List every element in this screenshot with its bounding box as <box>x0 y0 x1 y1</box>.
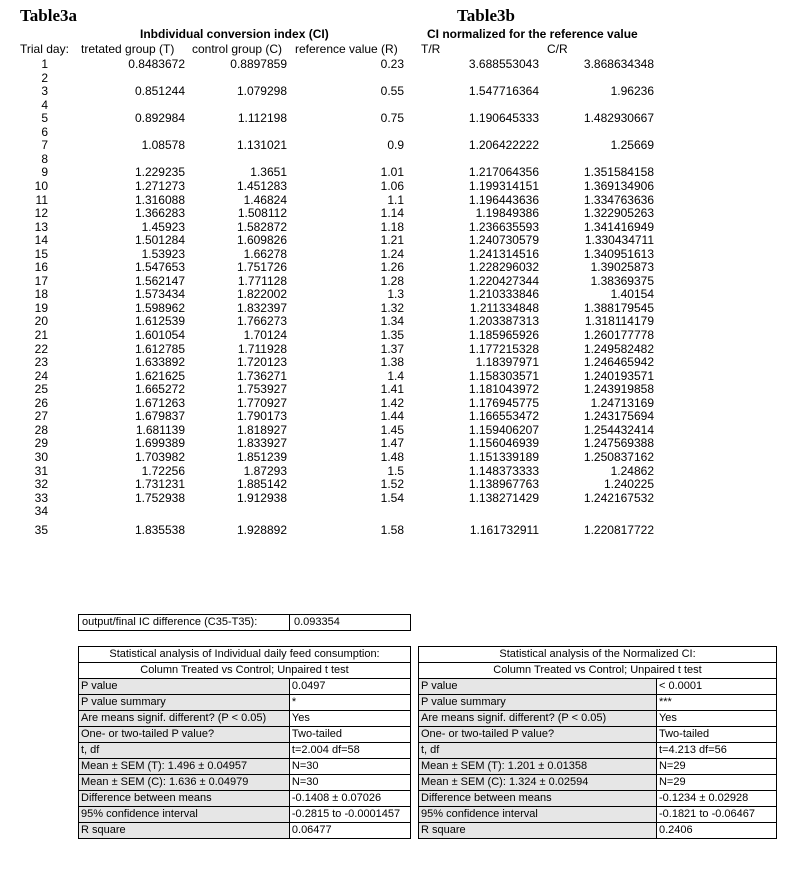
cell-cr-value: 1.254432414 <box>583 422 654 437</box>
cell-day: 18 <box>34 287 48 302</box>
cell-day: 21 <box>34 328 48 342</box>
cell-reference-value: 1.21 <box>380 233 404 248</box>
stats-row <box>419 823 777 839</box>
cell-treated-value: 1.72256 <box>141 463 185 478</box>
cell-treated-value: 1.547653 <box>134 260 185 275</box>
cell-tr-value: 1.138967763 <box>468 477 539 492</box>
cell-reference-value: 0.23 <box>380 57 404 71</box>
cell-control-value: 1.3651 <box>250 165 287 180</box>
cell-day: 9 <box>41 165 48 180</box>
cell-day: 14 <box>34 233 48 248</box>
cell-day: 6 <box>41 124 48 139</box>
stats-label: 95% confidence interval <box>419 807 657 823</box>
cell-day: 12 <box>34 206 48 221</box>
stats-row <box>419 727 777 743</box>
cell-cr-value: 1.249582482 <box>583 341 654 356</box>
cell-cr-value: 1.220817722 <box>583 522 654 537</box>
cell-reference-value: 1.28 <box>380 273 404 288</box>
stats-row <box>419 759 777 775</box>
stats-row <box>79 823 411 839</box>
cell-control-value: 1.851239 <box>236 449 287 464</box>
stats-value: t=2.004 df=58 <box>289 743 410 759</box>
cell-tr-value: 1.206422222 <box>468 138 539 153</box>
stats-label: R square <box>79 823 290 839</box>
cell-control-value: 1.508112 <box>237 206 287 221</box>
cell-day: 20 <box>34 314 48 329</box>
col-header-control: control group (C) <box>192 42 283 56</box>
stats-row <box>419 807 777 823</box>
cell-treated-value: 1.08578 <box>141 138 185 153</box>
cell-treated-value: 1.45923 <box>141 219 185 234</box>
stats-row <box>79 695 411 711</box>
cell-treated-value: 1.665272 <box>134 382 185 397</box>
stats-left-table <box>78 646 411 839</box>
stats-label: One- or two-tailed P value? <box>419 727 657 743</box>
stats-label: Difference between means <box>419 791 657 807</box>
stats-row <box>79 791 411 807</box>
cell-control-value: 1.822002 <box>236 287 287 302</box>
cell-control-value: 1.790173 <box>236 409 287 424</box>
cell-treated-value: 1.621625 <box>134 368 185 383</box>
cell-cr-value: 1.341416949 <box>583 219 654 234</box>
stats-label: Are means signif. different? (P < 0.05) <box>79 711 290 727</box>
cell-day: 35 <box>34 522 48 537</box>
cell-control-value: 1.885142 <box>236 477 287 492</box>
cell-tr-value: 1.547716364 <box>468 84 539 99</box>
stats-row <box>419 743 777 759</box>
cell-treated-value: 1.573434 <box>134 287 185 302</box>
cell-tr-value: 1.217064356 <box>468 165 539 180</box>
cell-control-value: 1.609826 <box>236 233 287 248</box>
stats-label: P value summary <box>79 695 290 711</box>
cell-tr-value: 1.199314151 <box>468 178 539 193</box>
cell-treated-value: 1.681139 <box>135 422 185 437</box>
cell-tr-value: 1.203387313 <box>468 314 539 329</box>
cell-treated-value: 0.892984 <box>134 111 185 126</box>
table3a-title: Table3a <box>20 6 78 25</box>
cell-tr-value: 1.151339189 <box>468 449 539 464</box>
cell-reference-value: 1.38 <box>380 355 404 370</box>
cell-day: 1 <box>41 57 48 71</box>
cell-control-value: 1.582872 <box>236 219 287 234</box>
stats-label: P value summary <box>419 695 657 711</box>
cell-treated-value: 1.53923 <box>141 246 185 261</box>
cell-reference-value: 1.06 <box>380 178 404 193</box>
stats-row <box>79 727 411 743</box>
cell-reference-value: 1.18 <box>380 219 404 234</box>
cell-day: 23 <box>34 355 48 370</box>
stats-label: Are means signif. different? (P < 0.05) <box>419 711 657 727</box>
cell-day: 28 <box>34 422 48 437</box>
cell-cr-value: 1.240225 <box>603 477 654 492</box>
stats-right-subtitle: Column Treated vs Control; Unpaired t test <box>419 663 777 679</box>
cell-day: 10 <box>34 178 48 193</box>
cell-control-value: 1.451283 <box>236 178 287 193</box>
cell-cr-value: 1.25669 <box>610 138 654 153</box>
cell-tr-value: 1.211334848 <box>469 300 539 315</box>
cell-tr-value: 1.240730579 <box>468 233 539 248</box>
stats-left-subtitle: Column Treated vs Control; Unpaired t test <box>79 663 411 679</box>
col-header-treated: tretated group (T) <box>81 42 175 56</box>
stats-label: Mean ± SEM (T): 1.496 ± 0.04957 <box>79 759 290 775</box>
cell-day: 25 <box>34 382 48 397</box>
cell-cr-value: 1.40154 <box>610 287 654 302</box>
cell-cr-value: 1.243919858 <box>583 382 654 397</box>
cell-control-value: 1.720123 <box>236 355 287 370</box>
stats-value: N=29 <box>656 759 776 775</box>
cell-tr-value: 1.241314516 <box>468 246 539 261</box>
cell-day: 33 <box>34 490 48 505</box>
cell-treated-value: 1.562147 <box>134 273 185 288</box>
cell-day: 19 <box>34 300 48 315</box>
stats-row <box>79 679 411 695</box>
cell-treated-value: 1.612539 <box>134 314 185 329</box>
cell-control-value: 1.736271 <box>236 368 287 383</box>
cell-treated-value: 1.671263 <box>134 395 185 410</box>
cell-control-value: 0.8897859 <box>230 57 287 71</box>
cell-reference-value: 1.37 <box>380 341 404 356</box>
cell-cr-value: 1.388179545 <box>583 300 654 315</box>
cell-tr-value: 1.19849386 <box>475 206 539 221</box>
stats-value: t=4.213 df=56 <box>656 743 776 759</box>
cell-treated-value: 1.271273 <box>134 178 185 193</box>
stats-row <box>79 759 411 775</box>
cell-tr-value: 1.236635593 <box>468 219 539 234</box>
table3a-group-header: Inbdividual conversion index (CI) <box>140 27 329 41</box>
cell-cr-value: 1.330434711 <box>584 233 654 248</box>
col-header-reference: reference value (R) <box>295 42 398 56</box>
stats-value: Two-tailed <box>289 727 410 743</box>
stats-row <box>79 807 411 823</box>
cell-control-value: 1.751726 <box>236 260 287 275</box>
cell-reference-value: 1.32 <box>380 300 404 315</box>
stats-value: -0.2815 to -0.0001457 <box>289 807 410 823</box>
stats-label: Difference between means <box>79 791 290 807</box>
cell-reference-value: 0.75 <box>380 111 404 126</box>
stats-right-title: Statistical analysis of the Normalized CI: <box>419 647 777 663</box>
cell-reference-value: 1.3 <box>387 287 404 302</box>
cell-day: 30 <box>34 449 48 464</box>
stats-value: 0.06477 <box>289 823 410 839</box>
stats-label: P value <box>419 679 657 695</box>
stats-label: Mean ± SEM (C): 1.636 ± 0.04979 <box>79 775 290 791</box>
stats-label: Mean ± SEM (C): 1.324 ± 0.02594 <box>419 775 657 791</box>
cell-cr-value: 1.242167532 <box>583 490 654 505</box>
stats-right-table <box>418 646 777 839</box>
cell-control-value: 1.70124 <box>243 328 287 342</box>
cell-cr-value: 1.322905263 <box>583 206 654 221</box>
cell-day: 15 <box>34 246 48 261</box>
cell-tr-value: 1.159406207 <box>468 422 539 437</box>
cell-cr-value: 1.334763636 <box>583 192 654 207</box>
cell-treated-value: 0.8483672 <box>128 57 185 71</box>
stats-value: -0.1234 ± 0.02928 <box>656 791 776 807</box>
cell-tr-value: 1.177215328 <box>468 341 539 356</box>
cell-day: 22 <box>34 341 48 356</box>
cell-day: 24 <box>34 368 48 383</box>
cell-control-value: 1.112198 <box>237 111 287 126</box>
cell-treated-value: 1.835538 <box>134 522 185 537</box>
cell-treated-value: 1.752938 <box>134 490 185 505</box>
stats-value: 0.2406 <box>656 823 776 839</box>
stats-label: Mean ± SEM (T): 1.201 ± 0.01358 <box>419 759 657 775</box>
cell-day: 34 <box>34 504 48 519</box>
cell-reference-value: 1.26 <box>380 260 404 275</box>
cell-day: 32 <box>34 477 48 492</box>
cell-cr-value: 1.340951613 <box>583 246 654 261</box>
ic-difference-value: 0.093354 <box>294 616 340 628</box>
cell-reference-value: 0.55 <box>380 84 404 99</box>
cell-reference-value: 1.58 <box>380 522 404 537</box>
cell-tr-value: 1.220427344 <box>468 273 539 288</box>
cell-tr-value: 1.161732911 <box>469 522 539 537</box>
cell-control-value: 1.87293 <box>243 463 287 478</box>
cell-cr-value: 1.240193571 <box>583 368 654 383</box>
cell-tr-value: 1.156046939 <box>468 436 539 451</box>
cell-day: 26 <box>34 395 48 410</box>
cell-reference-value: 1.52 <box>380 477 404 492</box>
cell-control-value: 1.079298 <box>236 84 287 99</box>
cell-treated-value: 1.731231 <box>134 477 185 492</box>
cell-cr-value: 1.39025873 <box>590 260 654 275</box>
cell-control-value: 1.912938 <box>236 490 287 505</box>
cell-cr-value: 1.96236 <box>610 84 654 99</box>
col-header-tr: T/R <box>421 42 441 56</box>
cell-tr-value: 1.18397971 <box>475 355 539 370</box>
stats-value: *** <box>656 695 776 711</box>
cell-tr-value: 1.176945775 <box>468 395 539 410</box>
cell-reference-value: 1.4 <box>387 368 404 383</box>
cell-day: 29 <box>34 436 48 451</box>
stats-value: Two-tailed <box>656 727 776 743</box>
cell-day: 8 <box>41 151 48 166</box>
cell-tr-value: 1.181043972 <box>468 382 539 397</box>
stats-value: -0.1408 ± 0.07026 <box>289 791 410 807</box>
cell-cr-value: 1.250837162 <box>583 449 654 464</box>
cell-day: 7 <box>41 138 48 153</box>
cell-control-value: 1.928892 <box>236 522 287 537</box>
cell-reference-value: 1.5 <box>387 463 404 478</box>
stats-label: One- or two-tailed P value? <box>79 727 290 743</box>
cell-cr-value: 1.351584158 <box>583 165 654 180</box>
cell-cr-value: 1.243175694 <box>583 409 654 424</box>
cell-treated-value: 1.703982 <box>134 449 185 464</box>
cell-control-value: 1.832397 <box>236 300 287 315</box>
cell-reference-value: 1.24 <box>380 246 404 261</box>
cell-cr-value: 1.260177778 <box>583 328 654 342</box>
cell-day: 4 <box>41 97 48 112</box>
stats-value: * <box>289 695 410 711</box>
cell-day: 31 <box>34 463 48 478</box>
cell-control-value: 1.766273 <box>236 314 287 329</box>
cell-reference-value: 1.42 <box>380 395 404 410</box>
cell-day: 13 <box>34 219 48 234</box>
cell-treated-value: 1.679837 <box>134 409 185 424</box>
cell-tr-value: 1.185965926 <box>468 328 539 342</box>
cell-cr-value: 1.247569388 <box>583 436 654 451</box>
ic-difference-box <box>78 614 411 631</box>
ic-difference-label: output/final IC difference (C35-T35): <box>82 616 258 628</box>
cell-cr-value: 1.38369375 <box>590 273 654 288</box>
stats-value: N=30 <box>289 775 410 791</box>
stats-value: 0.0497 <box>289 679 410 695</box>
cell-day: 27 <box>34 409 48 424</box>
cell-tr-value: 1.138271429 <box>468 490 539 505</box>
cell-cr-value: 1.369134906 <box>583 178 654 193</box>
cell-treated-value: 1.316088 <box>134 192 185 207</box>
cell-tr-value: 1.190645333 <box>468 111 539 126</box>
stats-row <box>419 679 777 695</box>
stats-label: R square <box>419 823 657 839</box>
cell-control-value: 1.818927 <box>236 422 287 437</box>
cell-reference-value: 1.35 <box>380 328 404 342</box>
cell-day: 16 <box>34 260 48 275</box>
stats-left-title: Statistical analysis of Individual daily feed consumption: <box>79 647 411 663</box>
cell-tr-value: 1.196443636 <box>468 192 539 207</box>
cell-reference-value: 1.44 <box>380 409 404 424</box>
stats-row <box>419 695 777 711</box>
cell-reference-value: 1.47 <box>380 436 404 451</box>
cell-control-value: 1.711928 <box>237 341 287 356</box>
stats-value: N=29 <box>656 775 776 791</box>
cell-cr-value: 1.24713169 <box>590 395 654 410</box>
stats-label: t, df <box>419 743 657 759</box>
stats-value: N=30 <box>289 759 410 775</box>
cell-day: 2 <box>41 70 48 85</box>
cell-tr-value: 1.148373333 <box>468 463 539 478</box>
cell-day: 17 <box>34 273 48 288</box>
cell-control-value: 1.131021 <box>236 138 287 153</box>
cell-control-value: 1.833927 <box>236 436 287 451</box>
cell-cr-value: 1.482930667 <box>583 111 654 126</box>
cell-cr-value: 1.318114179 <box>584 314 654 329</box>
stats-row <box>419 791 777 807</box>
stats-value: Yes <box>289 711 410 727</box>
cell-reference-value: 1.41 <box>380 382 404 397</box>
cell-tr-value: 1.210333846 <box>468 287 539 302</box>
stats-label: P value <box>79 679 290 695</box>
cell-control-value: 1.66278 <box>243 246 287 261</box>
stats-row <box>79 711 411 727</box>
cell-tr-value: 1.158303571 <box>468 368 539 383</box>
cell-treated-value: 1.501284 <box>134 233 185 248</box>
cell-reference-value: 1.54 <box>380 490 404 505</box>
cell-tr-value: 1.228296032 <box>468 260 539 275</box>
cell-treated-value: 0.851244 <box>134 84 185 99</box>
stats-value: -0.1821 to -0.06467 <box>656 807 776 823</box>
stats-value: Yes <box>656 711 776 727</box>
cell-reference-value: 1.45 <box>380 422 404 437</box>
cell-treated-value: 1.598962 <box>134 300 185 315</box>
col-header-cr: C/R <box>547 42 568 56</box>
cell-reference-value: 1.48 <box>380 449 404 464</box>
col-header-day: Trial day: <box>20 42 69 56</box>
cell-tr-value: 1.166553472 <box>468 409 539 424</box>
stats-label: 95% confidence interval <box>79 807 290 823</box>
cell-reference-value: 1.14 <box>380 206 404 221</box>
cell-treated-value: 1.366283 <box>134 206 185 221</box>
cell-treated-value: 1.699389 <box>134 436 185 451</box>
cell-cr-value: 1.24862 <box>610 463 654 478</box>
cell-control-value: 1.46824 <box>243 192 287 207</box>
stats-row <box>79 743 411 759</box>
cell-treated-value: 1.612785 <box>134 341 185 356</box>
stats-row <box>419 711 777 727</box>
cell-control-value: 1.770927 <box>236 395 287 410</box>
cell-treated-value: 1.601054 <box>134 328 185 342</box>
cell-cr-value: 3.868634348 <box>583 57 654 71</box>
cell-reference-value: 0.9 <box>387 138 404 153</box>
cell-reference-value: 1.01 <box>380 165 404 180</box>
cell-day: 5 <box>41 111 48 126</box>
table3b-title: Table3b <box>457 6 515 25</box>
stats-label: t, df <box>79 743 290 759</box>
cell-cr-value: 1.246465942 <box>583 355 654 370</box>
cell-reference-value: 1.34 <box>380 314 404 329</box>
cell-reference-value: 1.1 <box>387 192 404 207</box>
stats-value: < 0.0001 <box>656 679 776 695</box>
table3b-group-header: CI normalized for the reference value <box>427 27 638 41</box>
cell-treated-value: 1.633892 <box>134 355 185 370</box>
cell-control-value: 1.753927 <box>236 382 287 397</box>
cell-treated-value: 1.229235 <box>134 165 185 180</box>
stats-row <box>419 775 777 791</box>
cell-tr-value: 3.688553043 <box>468 57 539 71</box>
cell-day: 3 <box>41 84 48 99</box>
stats-row <box>79 775 411 791</box>
cell-day: 11 <box>35 192 48 207</box>
cell-control-value: 1.771128 <box>237 273 287 288</box>
